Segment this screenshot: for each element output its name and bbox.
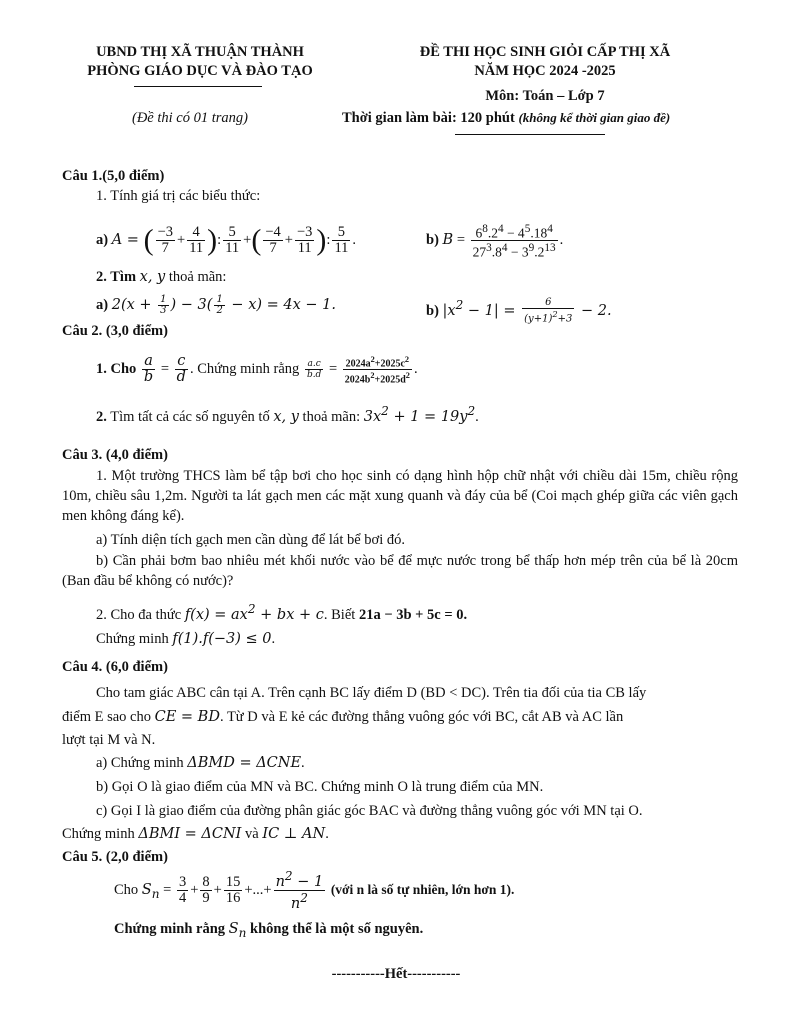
- q4-part-a: a) Chứng minh ΔBMD = ΔCNE.: [96, 755, 305, 771]
- q3-part2: 2. Cho đa thức $f(x) = ax^2$ + bx + c. Biết 21a − 3b + 5c = 0.: [96, 602, 468, 623]
- header-left-rule: [134, 86, 262, 87]
- q1-part2: 2. Tìm x, y thoả mãn:: [96, 269, 227, 285]
- time-info: [342, 110, 670, 127]
- q3-part1-a: a) Tính diện tích gạch men cần dùng để lát bể bơi đó.: [96, 532, 405, 548]
- department-name: PHÒNG GIÁO DỤC VÀ ĐÀO TẠO: [87, 63, 313, 79]
- exam-title: ĐỀ THI HỌC SINH GIỎI CẤP THỊ XÃ: [419, 44, 671, 60]
- subject: Môn: Toán – Lớp 7: [485, 88, 605, 104]
- q3-part1: 1. Một trường THCS làm bể tập bơi cho học sinh có dạng hình hộp chữ nhật với chiều dài 15m, chiều rộng 10m, chiều sâu 1,2m. Người ta lát gạch men các mặt xung quanh và đáy của bể (Coi mạch ghép giữa các viên gạch men không đáng kể).: [62, 468, 738, 524]
- q4-part-b: b) Gọi O là giao điểm của MN và BC. Chứng minh O là trung điểm của MN.: [96, 779, 544, 795]
- q1-part2-b: b) $|x^2 - 1|$ = $\frac{6}{(y+1)^2+3}$ − 2.: [426, 297, 612, 325]
- q3-title: Câu 3. (4,0 điểm): [62, 447, 168, 463]
- q3-part3: Chứng minh f(1).f(−3) ≤ 0.: [96, 631, 276, 647]
- time-label: Thời gian làm bài: 120 phút: [342, 110, 515, 126]
- q4-part-c-1: c) Gọi I là giao điểm của đường phân giác góc BAC và đường thẳng vuông góc với MN tại O.: [96, 803, 643, 819]
- q4-intro-3: lượt tại M và N.: [62, 732, 156, 748]
- org-name: UBND THỊ XÃ THUẬN THÀNH: [96, 44, 304, 60]
- q1-b-expression: b) B = $\frac{6^8.2^4 - 4^5.18^4}{27^3.8^4 - 3^9.2^{13}}$ .: [426, 222, 564, 260]
- end-marker: -----------Hết-----------: [331, 966, 461, 982]
- q5-part1: Cho $S_n$ = $\frac{3}{4}$ + $\frac{8}{9}$ + $\frac{15}{16}$ +...+ $\frac{n^2 - 1}{n^2}$ (với n là số tự nhiên, lớn hơn 1).: [114, 869, 515, 912]
- q4-intro-1: Cho tam giác ABC cân tại A. Trên cạnh BC lấy điểm D (BD < DC). Trên tia đối của tia CB lấy: [96, 685, 647, 701]
- header-right-rule: [455, 134, 605, 135]
- q3-part1-b: b) Cần phải bơm bao nhiêu mét khối nước vào bể để mực nước trong bể thấp hơn mép trên của bể là 20cm (Ban đầu bể không có nước)?: [62, 553, 738, 589]
- q1-part2-a: a) 2(x + $\frac{1}{3}$ ) − 3( $\frac{1}{2}$ − x) = 4x − 1.: [96, 293, 337, 316]
- q4-part-c-2: Chứng minh ΔBMI = ΔCNI và IC ⊥ AN.: [62, 826, 329, 842]
- q4-title: Câu 4. (6,0 điểm): [62, 659, 168, 675]
- q2-part2: 2. Tìm tất cả các số nguyên tố x, y thoả mãn: $3x^2 + 1 = 19y^2$.: [96, 404, 479, 425]
- page-count-note: (Đề thi có 01 trang): [132, 110, 248, 126]
- q1-a-expression: a) A = ( $\frac{-3}{7}$ + $\frac{4}{11}$ ): $\frac{5}{11}$ +( $\frac{-4}{7}$ + $\frac{-3}{11}$ ): $\frac{5}{11}$ .: [96, 223, 357, 257]
- q2-title: Câu 2. (3,0 điểm): [62, 323, 168, 339]
- time-note: (không kể thời gian giao đề): [518, 110, 671, 125]
- school-year: NĂM HỌC 2024 -2025: [474, 63, 616, 79]
- q5-part2: Chứng minh rằng $S_n$ không thể là một số nguyên.: [114, 921, 424, 940]
- q5-title: Câu 5. (2,0 điểm): [62, 849, 168, 865]
- q2-part1: 1. Cho $\frac{a}{b}$ = $\frac{c}{d}$ . Chứng minh rằng $\frac{a.c}{b.d}$ = $\frac{2024a^2+2025c^2}{2024b^2+2025d^2}$ .: [96, 353, 418, 386]
- q1-part1: 1. Tính giá trị các biểu thức:: [96, 188, 261, 204]
- q1-title: Câu 1.(5,0 điểm): [62, 168, 165, 184]
- q4-intro-2: điểm E sao cho CE = BD. Từ D và E kẻ các đường thẳng vuông góc với BC, cắt AB và AC lần: [62, 709, 624, 725]
